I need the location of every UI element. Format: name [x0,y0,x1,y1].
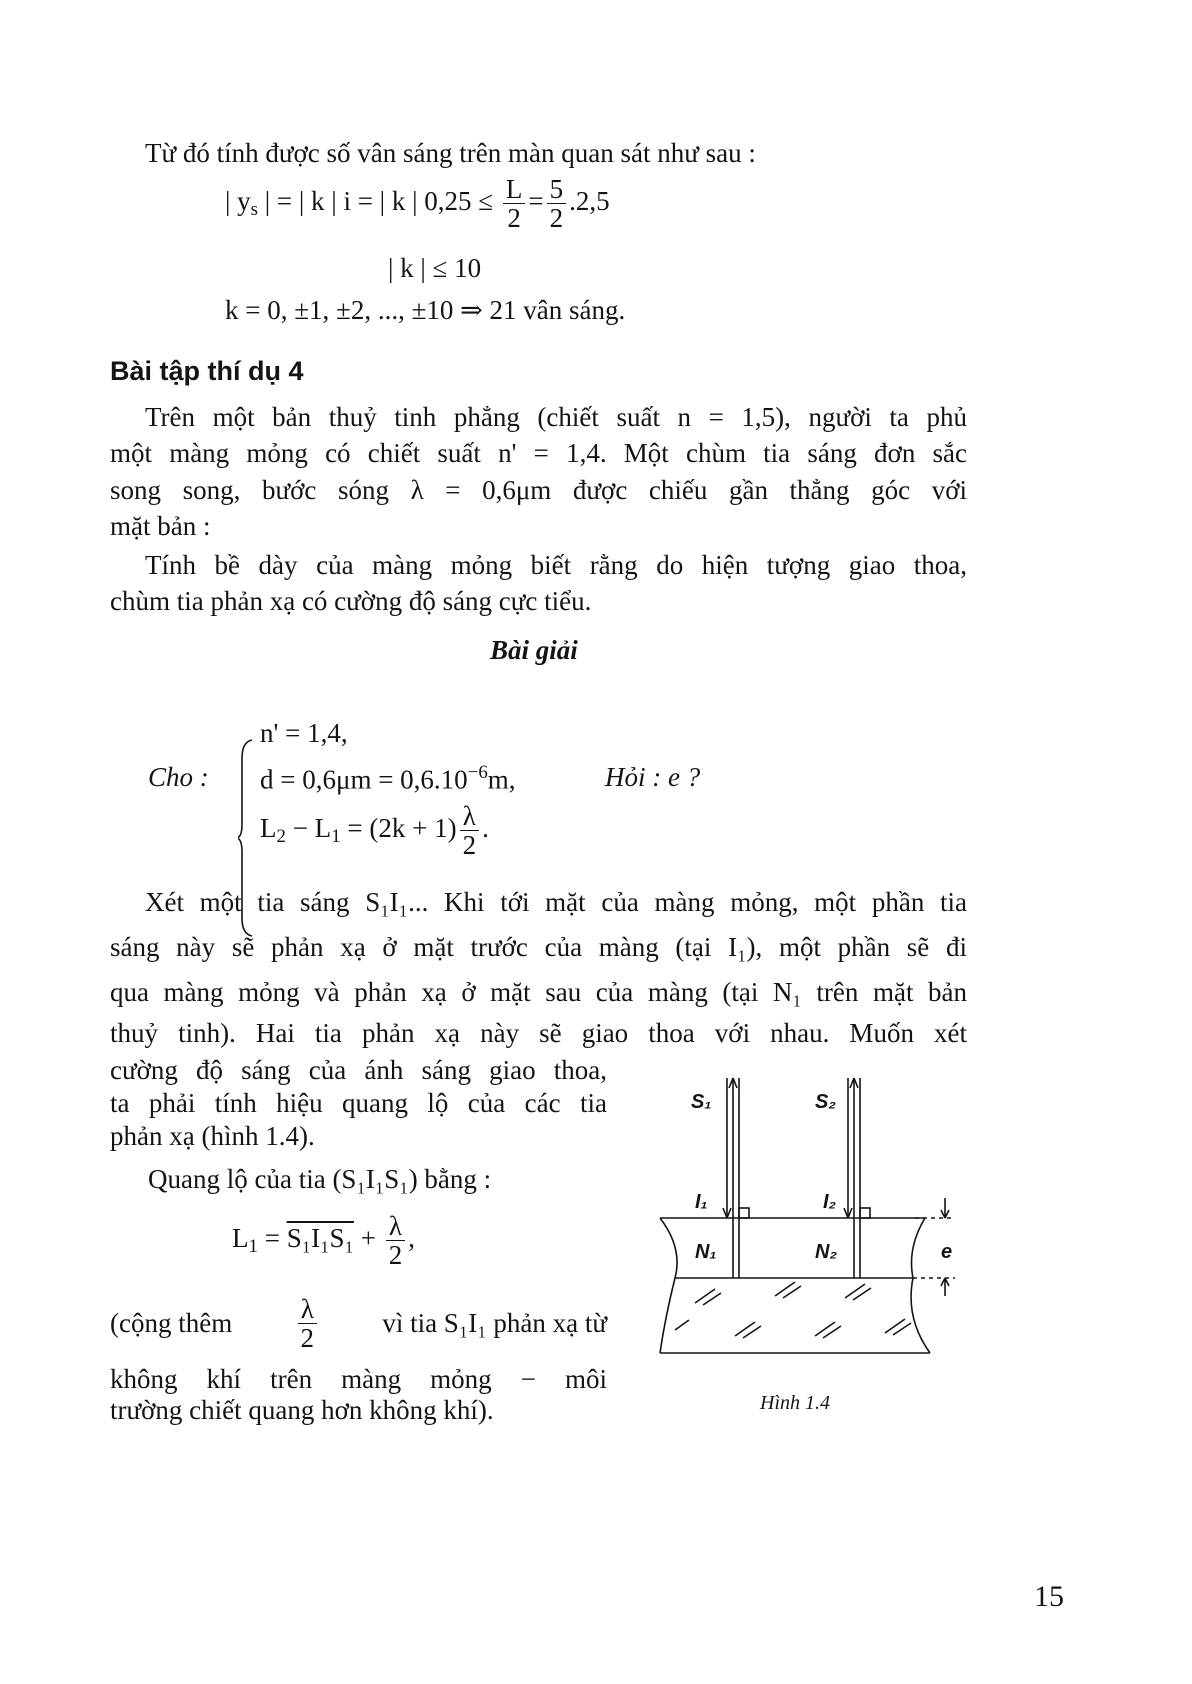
eq1-frac1-den: 2 [507,203,521,234]
p3-line-4: thuỷ tinh). Hai tia phản xạ này sẽ giao thoa với nhau. Muốn xét [110,1018,967,1048]
note-frac-den: 2 [300,1323,315,1354]
given-label: Cho : [148,762,209,792]
given-l-diff [260,802,489,860]
l1-frac-num: λ [386,1212,406,1241]
eq1-frac2-den: 2 [549,203,564,234]
page-number: 15 [1034,1580,1064,1613]
l1-plus: + [353,1223,383,1254]
given-l-frac-den: 2 [462,830,477,861]
p1-line-1: Trên một bản thuỷ tinh phẳng (chiết suất n = 1,5), người ta phủ [145,402,967,432]
given-l-frac-num: λ [460,802,480,831]
label-i1: I₁ [695,1191,708,1213]
note-line-2: không khí trên màng mỏng − môi [110,1364,607,1394]
l1-frac-den: 2 [388,1240,403,1271]
l1-sub: 1 [248,1235,258,1257]
given-d [260,762,516,795]
col-line-3: phản xạ (hình 1.4). [110,1121,315,1151]
l1-end: , [408,1223,415,1254]
p1-line-2: một màng mỏng có chiết suất n' = 1,4. Một chùm tia sáng đơn sắc [110,438,967,468]
eq1-mid: | = | k | i = | k | 0,25 ≤ [258,186,494,217]
label-n2: N₂ [815,1241,838,1263]
equation-ys [225,175,610,233]
given-l-frac [460,802,480,860]
solution-title: Bài giải [490,635,578,665]
equation-k-values: k = 0, ±1, ±2, ..., ±10 ⇒ 21 vân sáng. [225,295,626,325]
given-l-lhs: L [260,813,277,844]
p2-line-2: chùm tia phản xạ có cường độ sáng cực tiểu. [110,586,592,616]
p3-line-3: qua màng mỏng và phản xạ ở mặt sau của màng (tại N₁ trên mặt bản [110,977,967,1007]
l1-formula [232,1212,415,1270]
p2-line-1: Tính bề dày của màng mỏng biết rằng do hiện tượng giao thoa, [145,550,967,580]
l1-intro: Quang lộ của tia (S₁I₁S₁) bằng : [148,1164,492,1194]
given-d-main: d = 0,6μm = 0,6.10 [260,764,468,795]
eq1-frac1 [503,175,526,233]
p1-line-4: mặt bản : [110,511,211,541]
note-frac-num: λ [298,1295,318,1324]
example-heading: Bài tập thí dụ 4 [110,356,304,386]
p3-line-2: sáng này sẽ phản xạ ở mặt trước của màng (tại I₁), một phần sẽ đi [110,932,967,962]
col-line-1: cường độ sáng của ánh sáng giao thoa, [110,1055,607,1085]
given-d-exp: −6 [467,762,488,783]
note-line-3: trường chiết quang hơn không khí). [110,1395,494,1425]
l1-lhs: L [232,1223,249,1254]
figure-caption: Hình 1.4 [760,1392,830,1414]
label-s1: S₁ [691,1091,712,1113]
given-l-sub2: 2 [276,825,286,847]
col-line-2: ta phải tính hiệu quang lộ của các tia [110,1088,607,1118]
l1-path: S₁I₁S₁ [286,1223,354,1254]
given-l-sub1: 1 [331,825,341,847]
given-d-unit: m, [487,764,516,795]
l1-frac [386,1212,406,1270]
label-s2: S₂ [815,1091,836,1113]
given-l-minus: − L [285,813,332,844]
note-frac [298,1295,318,1353]
given-n-prime: n' = 1,4, [260,718,348,748]
eq1-frac1-num: L [503,175,526,204]
note-start: (cộng thêm [110,1308,233,1339]
figure-thin-film [655,1068,975,1368]
equation-k-bound: | k | ≤ 10 [388,253,482,283]
eq1-frac2-num: 5 [547,175,567,204]
ask-label: Hỏi : e ? [605,762,701,792]
l1-eq: = [257,1223,287,1254]
eq1-lhs: | y [225,186,251,217]
given-l-eq: = (2k + 1) [340,813,457,844]
note-line-1 [110,1295,607,1353]
p1-line-3: song song, bước sóng λ = 0,6μm được chiếu gần thẳng góc với [110,475,967,505]
given-l-end: . [482,813,489,844]
eq1-lhs-sub: s [250,198,259,220]
eq1-tail: .2,5 [569,186,610,217]
eq1-eq: = [528,186,544,217]
label-e: e [941,1241,953,1263]
note-end: vì tia S₁I₁ phản xạ từ [382,1308,607,1339]
label-n1: N₁ [695,1241,717,1263]
label-i2: I₂ [823,1191,837,1213]
intro-line: Từ đó tính được số vân sáng trên màn quan sát như sau : [145,138,756,168]
eq1-frac2 [547,175,567,233]
p3-line-1: Xét một tia sáng S₁I₁... Khi tới mặt của màng mỏng, một phần tia [145,887,967,917]
